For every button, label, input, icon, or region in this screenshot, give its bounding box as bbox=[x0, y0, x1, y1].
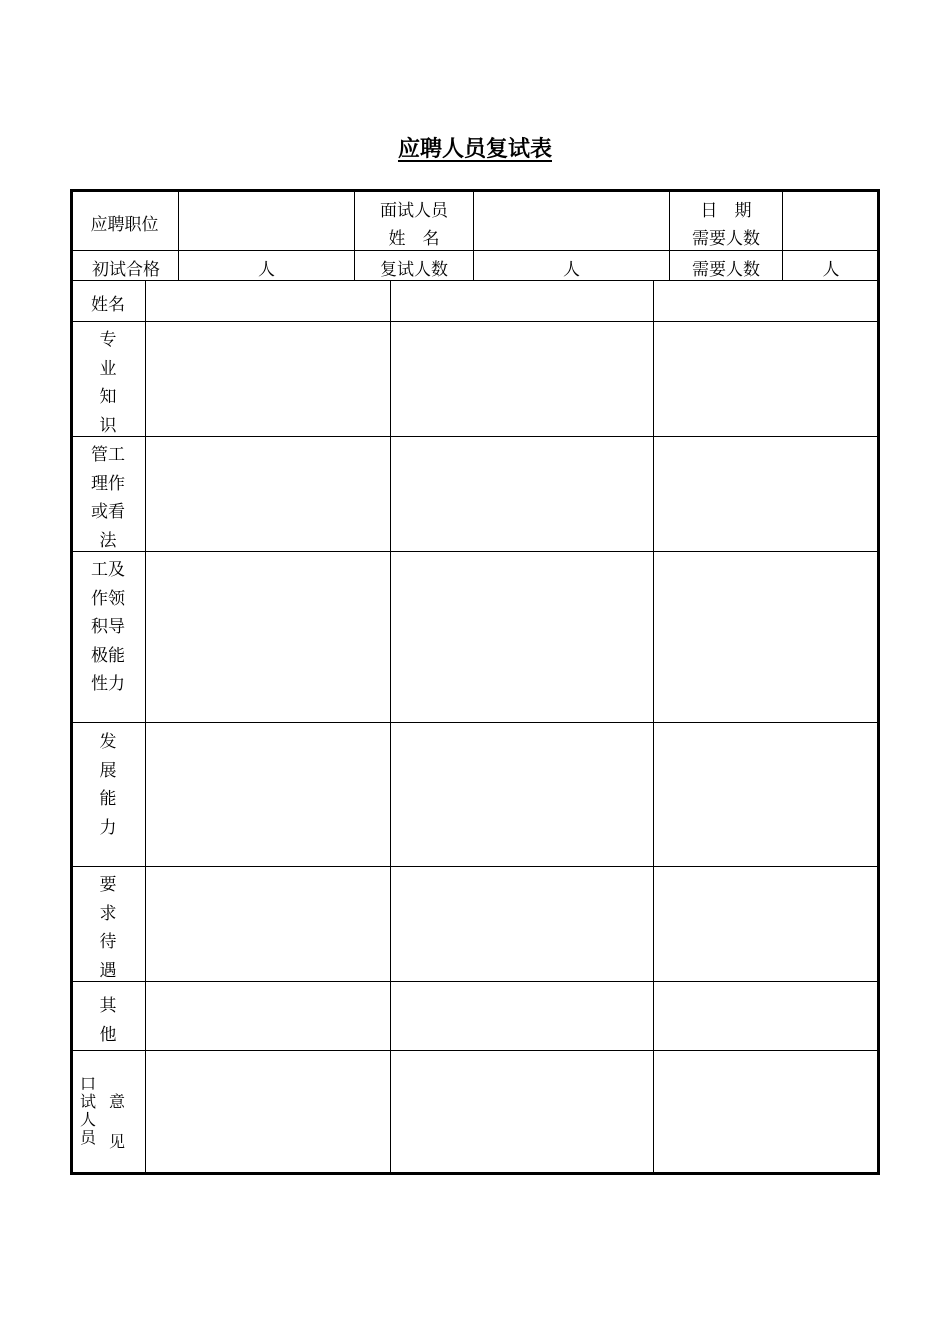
work-row-label: 工及 作领 积导 极能 性力 bbox=[91, 560, 125, 694]
interviewer-label-line1: 面试人员 bbox=[380, 201, 448, 221]
development-row-label: 发 展 能 力 bbox=[99, 732, 117, 838]
col-divider bbox=[390, 280, 391, 1175]
required-label: 需要人数 bbox=[692, 260, 760, 280]
row-divider bbox=[70, 722, 880, 723]
first-pass-label: 初试合格 bbox=[92, 260, 160, 280]
row-divider bbox=[70, 551, 880, 552]
position-label: 应聘职位 bbox=[90, 215, 159, 235]
unit-label: 人 bbox=[563, 260, 580, 280]
knowledge-row-label: 专 业 知 识 bbox=[99, 330, 117, 436]
salary-row-label: 要 求 待 遇 bbox=[99, 875, 117, 981]
row-divider bbox=[70, 981, 880, 982]
unit-label: 人 bbox=[822, 260, 840, 280]
form-table bbox=[70, 189, 880, 1175]
retest-label: 复试人数 bbox=[380, 260, 448, 280]
date-label: 日 期 bbox=[700, 201, 752, 221]
unit-label: 人 bbox=[258, 260, 275, 280]
row-divider bbox=[70, 866, 880, 867]
other-row-label: 其 他 bbox=[99, 996, 117, 1045]
row-divider bbox=[70, 1050, 880, 1051]
col-divider bbox=[145, 280, 146, 1175]
page-title: 应聘人员复试表 bbox=[397, 136, 552, 162]
opinion-row-label-left: 口 试 人 员 bbox=[80, 1074, 97, 1147]
col-divider bbox=[653, 280, 654, 1175]
required-label-top: 需要人数 bbox=[692, 229, 760, 249]
management-row-label: 管工 理作 或看 法 bbox=[91, 445, 125, 551]
row-divider bbox=[70, 321, 880, 322]
interviewer-label-line2: 姓 名 bbox=[388, 229, 440, 249]
opinion-row-label-right: 意 见 bbox=[109, 1092, 126, 1151]
row-divider bbox=[70, 436, 880, 437]
name-row-label: 姓名 bbox=[91, 295, 125, 315]
